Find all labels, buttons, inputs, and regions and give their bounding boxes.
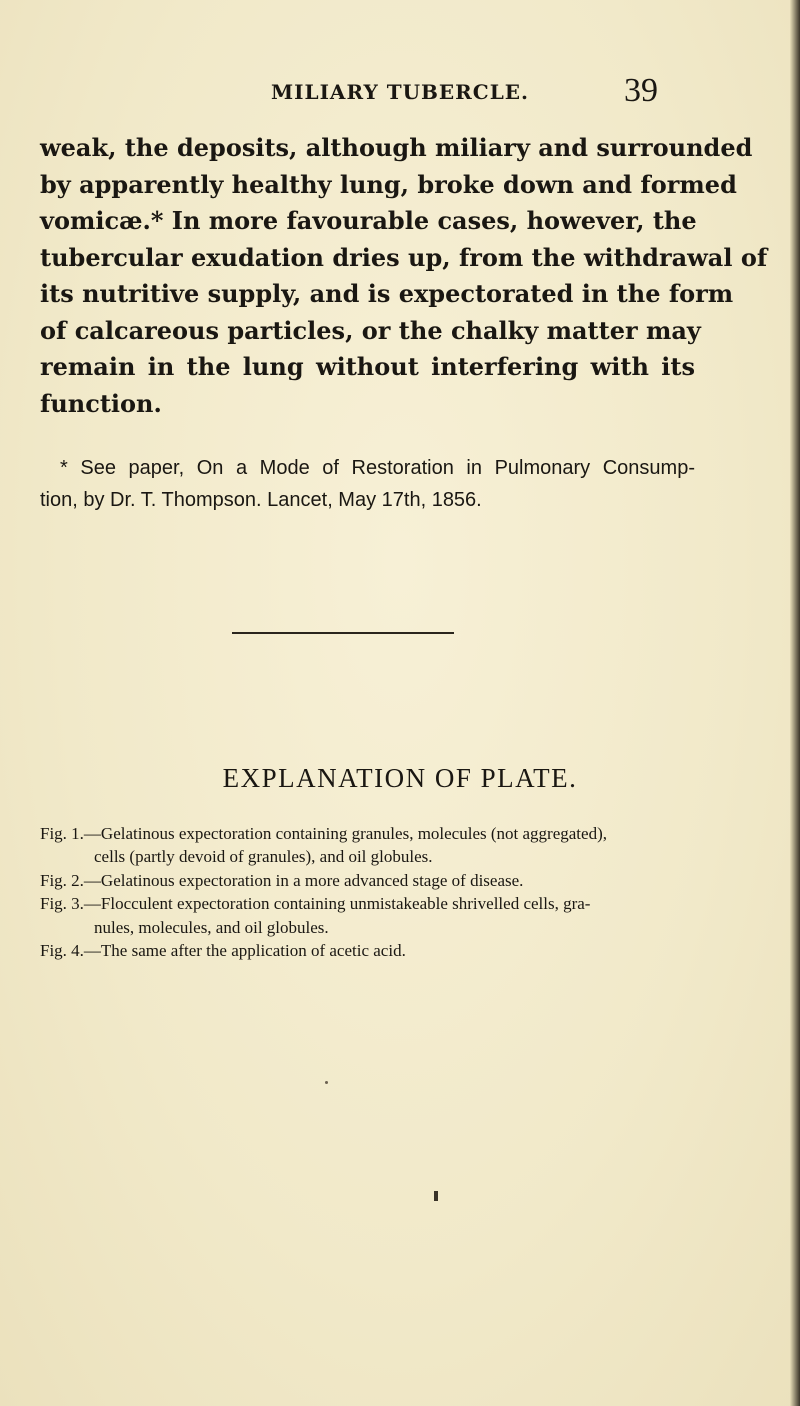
ink-mark [434,1191,438,1201]
paragraph-line: vomicæ.* In more favourable cases, however, the [40,206,697,235]
footnote [40,452,695,516]
paragraph-line: of calcareous particles, or the chalky matter may [40,315,701,345]
paragraph-line: tubercular exudation dries up, from the withdrawal of [40,242,768,272]
figure-caption-line: Fig. 4.—The same after the application of acetic acid. [40,941,406,961]
figure-caption-line: cells (partly devoid of granules), and oil globules. [94,847,433,867]
page-edge-shadow [790,0,800,1406]
figure-caption [40,892,700,939]
paragraph-line: its nutritive supply, and is expectorated in the form [40,279,734,308]
plate-heading: EXPLANATION OF PLATE. [222,763,578,793]
paragraph-line: function. [40,388,162,418]
figure-caption-line: Fig. 2.—Gelatinous expectoration in a more advanced stage of disease. [40,870,524,890]
figure-caption [40,869,700,892]
page-number: 39 [624,72,658,109]
footnote-line: * See paper, On a Mode of Restoration in Pulmonary Consump- [60,457,695,479]
paragraph-line: weak, the deposits, although miliary and surrounded [40,133,753,162]
running-head-title: MILIARY TUBERCLE. [271,80,529,104]
figure-caption [40,939,700,962]
figure-captions [40,822,700,962]
footnote-line: tion, by Dr. T. Thompson. Lancet, May 17th, 1856. [40,489,482,511]
figure-caption [40,822,700,869]
paper-speck [325,1081,328,1084]
figure-caption-line: nules, molecules, and oil globules. [94,917,329,937]
paragraph-line: remain in the lung without interfering with its [40,352,695,381]
figure-caption-line: Fig. 3.—Flocculent expectoration containing unmistakeable shrivelled cells, gra- [40,894,591,914]
figure-caption-line: Fig. 1.—Gelatinous expectoration containing granules, molecules (not aggregated), [40,824,607,843]
paragraph-line: by apparently healthy lung, broke down and formed [40,169,737,199]
running-head [0,72,800,110]
section-divider [232,632,454,634]
body-paragraph [40,130,768,422]
